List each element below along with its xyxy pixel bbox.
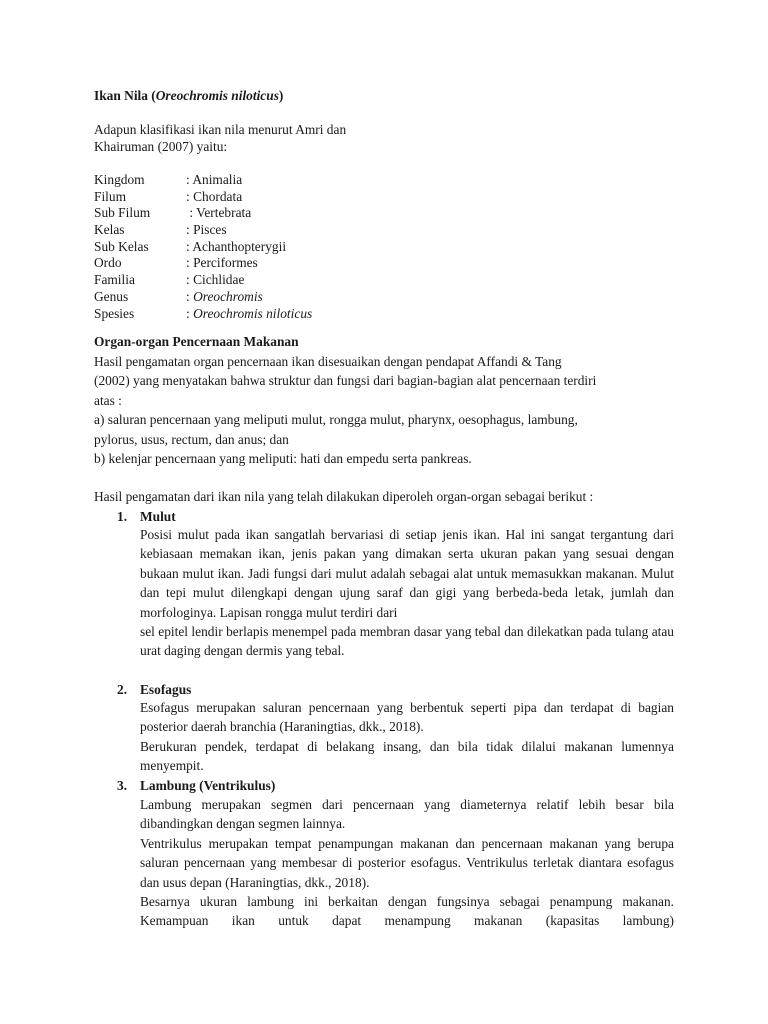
taxonomy-label: Sub Filum (94, 205, 151, 221)
item-paragraph: Lambung merupakan segmen dari pencernaan yang diameternya relatif lebih besar bila dibandingkan dengan segmen lainnya. (140, 797, 674, 832)
taxonomy-value: : Animalia (186, 172, 243, 187)
item-paragraph: Posisi mulut pada ikan sangatlah bervariasi di setiap jenis ikan. Hal ini sangat tergantung dari kebiasaan memakan ikan, jenis pakan yang dimakan serta ukuran pakan yang sesuai dengan bukaan mulut ikan. Jadi fungsi dari mulut adalah sebagai alat untuk memasukkan makanan. Mulut dan tepi mulut dilengkapi dengan ujung saraf dan gigi yang berbeda-beda letak, jumlah dan morfologinya. Lapisan rongga mulut terdiri dari (140, 527, 674, 620)
taxonomy-value: : (186, 305, 194, 321)
item-body-esofagus (140, 698, 674, 776)
taxonomy-italic-value: Oreochromis (193, 288, 263, 304)
taxonomy-label: Familia (94, 272, 135, 288)
taxonomy-row (94, 289, 312, 306)
title-prefix: Ikan Nila ( (94, 88, 156, 103)
taxonomy-label: Ordo (94, 255, 122, 271)
title-suffix: ) (278, 88, 284, 103)
taxonomy-value: : (186, 288, 194, 304)
item-paragraph: Berukuran pendek, terdapat di belakang insang, dan bila tidak dilalui makanan lumennya menyempit. (140, 738, 674, 774)
item-paragraph: Besarnya ukuran lambung ini berkaitan dengan fungsinya sebagai penampung makanan. Kemampuan ikan untuk dapat menampung makanan (kapasitas lambung) (140, 894, 674, 929)
taxonomy-row (94, 306, 312, 323)
taxonomy-row (94, 205, 312, 222)
list-item-a: a) saluran pencernaan yang meliputi mulut, rongga mulut, pharynx, oesophagus, lambung, (94, 412, 578, 428)
paragraph-line: atas : (94, 392, 122, 408)
item-number: 3. (117, 778, 128, 793)
section-intro-paragraph (94, 352, 676, 468)
item-paragraph: sel epitel lendir berlapis menempel pada membran dasar yang tebal dan dilekatkan pada tulang atau urat daging dengan dermis yang tebal. (140, 624, 674, 659)
taxonomy-label: Genus (94, 288, 129, 304)
list-item-b: b) kelenjar pencernaan yang meliputi: hati dan empedu serta pankreas. (94, 451, 472, 467)
taxonomy-row (94, 272, 312, 289)
taxonomy-value: : Vertebrata (186, 205, 252, 221)
taxonomy-value: : Perciformes (186, 255, 258, 271)
taxonomy-list (94, 172, 312, 322)
taxonomy-row (94, 172, 312, 189)
list-item-a-continued: pylorus, usus, rectum, dan anus; dan (94, 431, 289, 447)
taxonomy-row (94, 239, 312, 256)
taxonomy-label: Sub Kelas (94, 238, 149, 254)
title-scientific-name: Oreochromis niloticus (155, 88, 279, 103)
taxonomy-label: Kingdom (94, 172, 145, 187)
item-body-mulut (140, 525, 674, 661)
taxonomy-row (94, 222, 312, 239)
taxonomy-row (94, 189, 312, 206)
taxonomy-value: : Chordata (186, 188, 243, 204)
item-paragraph: Ventrikulus merupakan tempat penampungan makanan dan pencernaan makanan yang berupa saluran pencernaan yang membesar di posterior esofagus. Ventrikulus terletak diantara esofagus dan usus depan (Haraningtias, dkk., 2018). (140, 835, 674, 890)
paragraph-line: Hasil pengamatan organ pencernaan ikan disesuaikan dengan pendapat Affandi & Tang (94, 354, 562, 369)
item-number: 1. (117, 509, 128, 524)
taxonomy-row (94, 255, 312, 272)
taxonomy-label: Spesies (94, 305, 135, 321)
document-title (94, 88, 283, 105)
intro-paragraph (94, 122, 346, 155)
section-heading: Organ-organ Pencernaan Makanan (94, 334, 299, 349)
taxonomy-label: Kelas (94, 222, 125, 238)
item-body-lambung (140, 795, 674, 931)
results-intro: Hasil pengamatan dari ikan nila yang telah dilakukan diperoleh organ-organ sebagai berikut : (94, 489, 594, 504)
taxonomy-value: : Cichlidae (186, 272, 245, 288)
item-heading-mulut: Mulut (140, 509, 176, 524)
item-heading-esofagus: Esofagus (140, 682, 192, 697)
taxonomy-label: Filum (94, 188, 126, 204)
item-paragraph: Esofagus merupakan saluran pencernaan yang berbentuk seperti pipa dan terdapat di bagian posterior daerah branchia (Haraningtias, dkk., 2018). (140, 700, 674, 735)
item-number: 2. (117, 682, 128, 697)
taxonomy-value: : Achanthopterygii (186, 238, 287, 254)
taxonomy-italic-value: Oreochromis niloticus (193, 305, 313, 321)
intro-line: Khairuman (2007) yaitu: (94, 138, 228, 154)
item-heading-lambung: Lambung (Ventrikulus) (140, 778, 276, 793)
paragraph-line: (2002) yang menyatakan bahwa struktur dan fungsi dari bagian-bagian alat pencernaan terdiri (94, 373, 597, 389)
taxonomy-value: : Pisces (186, 222, 227, 238)
intro-line: Adapun klasifikasi ikan nila menurut Amri dan (94, 122, 347, 137)
